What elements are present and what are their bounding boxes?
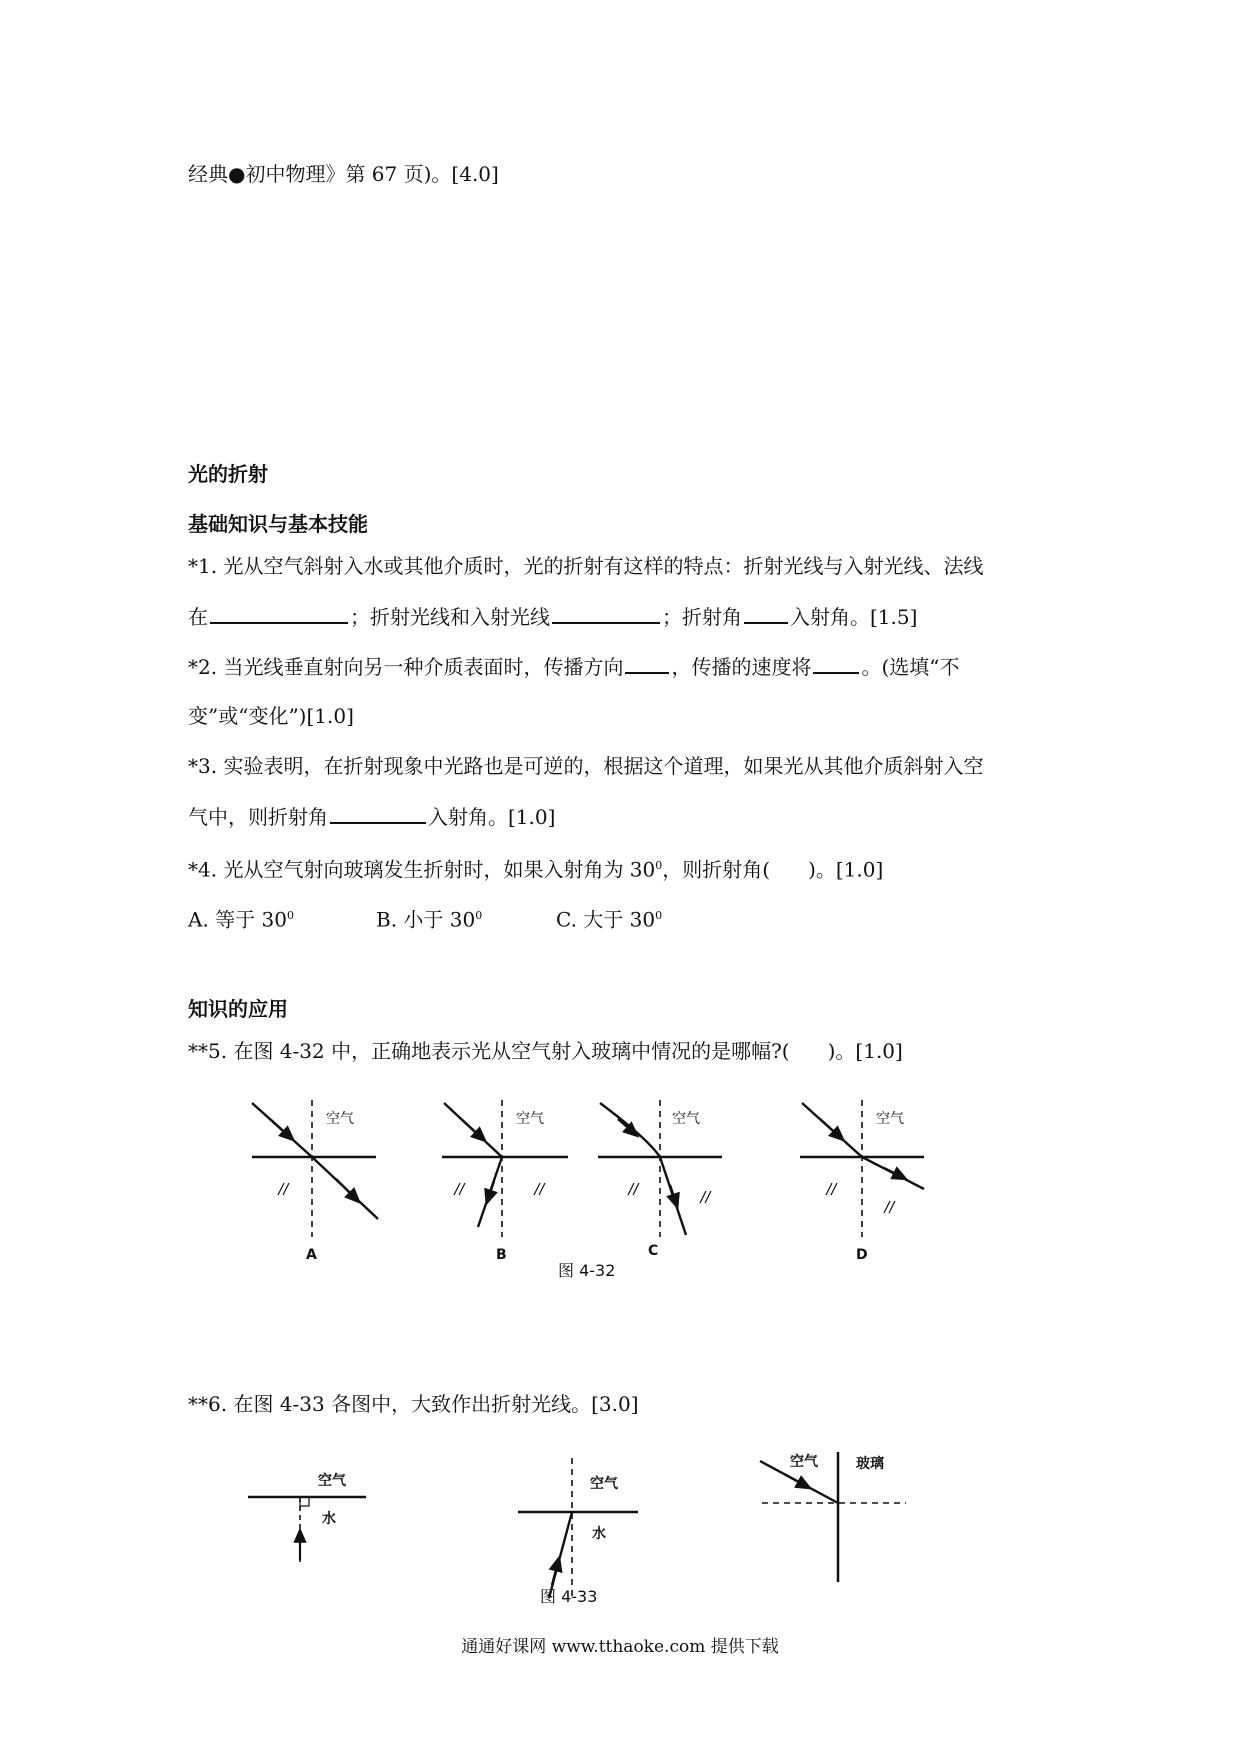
- continued-reference-line: 经典●初中物理》第 67 页)。[4.0]: [188, 162, 499, 186]
- question-1-line-1: *1. 光从空气斜射入水或其他介质时，光的折射有这样的特点：折射光线与入射光线、法线: [188, 554, 984, 578]
- q4-text-3: )。[1.0]: [808, 857, 884, 882]
- q1-blank-3[interactable]: [744, 602, 788, 624]
- question-3-line-1: *3. 实验表明，在折射现象中光路也是可逆的，根据这个道理，如果光从其他介质斜射入空: [188, 754, 984, 778]
- svg-text:D: D: [856, 1247, 868, 1263]
- q4-degree-mark: 0: [655, 859, 663, 872]
- q1-text-4: 入射角。[1.5]: [790, 605, 918, 629]
- q2-text-3: 。(选填“不: [861, 655, 960, 679]
- question-6-stem: **6. 在图 4-33 各图中，大致作出折射光线。[3.0]: [188, 1392, 639, 1416]
- q2-blank-1[interactable]: [625, 652, 669, 674]
- question-3-line-2: [188, 802, 555, 831]
- q4-option-c[interactable]: C. 大于 $30^0$: [556, 907, 663, 932]
- q4-text-1: *4. 光从空气射向玻璃发生折射时，如果入射角为 30: [188, 857, 656, 882]
- figure-4-32-caption: 图 4-32: [558, 1261, 616, 1280]
- figure-4-32: [0, 1095, 1240, 1325]
- question-2-line-1: [188, 652, 959, 681]
- q4-option-b[interactable]: B. 小于 $30^0$: [376, 907, 483, 932]
- question-1-line-2: [188, 602, 917, 631]
- question-5-stem: [188, 1037, 903, 1065]
- svg-text:空气: 空气: [790, 1454, 818, 1470]
- figure-4-33-caption: 图 4-33: [540, 1587, 598, 1606]
- figure-4-33-panel-1: [248, 1472, 366, 1562]
- question-4-options: [188, 902, 662, 934]
- q4-text-2: ，则折射角(: [662, 857, 771, 882]
- svg-text:空气: 空气: [326, 1111, 354, 1127]
- q1-text-3: ；折射角: [662, 605, 742, 629]
- figure-4-32-panel-a: [252, 1100, 378, 1263]
- q3-text-1: 气中，则折射角: [188, 805, 328, 829]
- q1-text-1: 在: [188, 605, 208, 629]
- q3-text-2: 入射角。[1.0]: [428, 805, 556, 829]
- q3-blank-1[interactable]: [330, 802, 426, 824]
- figure-4-32-panel-c: [598, 1100, 722, 1259]
- svg-text:玻璃: 玻璃: [856, 1456, 884, 1472]
- q2-text-2: ，传播的速度将: [671, 655, 812, 679]
- subsection-basic-title: 基础知识与基本技能: [188, 512, 368, 536]
- svg-text:A: A: [306, 1247, 317, 1263]
- question-2-line-2: 变”或“变化”)[1.0]: [188, 704, 354, 728]
- figure-4-32-panel-b: [442, 1100, 568, 1263]
- svg-text:水: 水: [592, 1526, 606, 1542]
- q4-option-a[interactable]: A. 等于 $30^0$: [188, 907, 294, 932]
- figure-4-33: [0, 1450, 1240, 1640]
- section-title: 光的折射: [188, 462, 268, 486]
- q5-text-1: **5. 在图 4-32 中，正确地表示光从空气射入玻璃中情况的是哪幅?(: [188, 1039, 790, 1063]
- question-4-stem: [188, 852, 883, 884]
- svg-text:B: B: [496, 1247, 507, 1263]
- q2-blank-2[interactable]: [813, 652, 859, 674]
- svg-text:空气: 空气: [590, 1476, 618, 1492]
- svg-text:C: C: [648, 1243, 659, 1259]
- footer-download-note: 通通好课网 www.tthaoke.com 提供下载: [461, 1637, 779, 1657]
- q2-text-1: *2. 当光线垂直射向另一种介质表面时，传播方向: [188, 655, 624, 679]
- figure-4-33-panel-3: [760, 1452, 906, 1582]
- q1-blank-2[interactable]: [552, 602, 660, 624]
- svg-text:空气: 空气: [876, 1111, 904, 1127]
- svg-text:空气: 空气: [672, 1111, 700, 1127]
- figure-4-33-panel-2: [518, 1458, 638, 1600]
- subsection-apply-title: 知识的应用: [188, 997, 288, 1021]
- svg-text:水: 水: [322, 1511, 336, 1527]
- q1-blank-1[interactable]: [210, 602, 348, 624]
- svg-text:空气: 空气: [516, 1111, 544, 1127]
- figure-4-32-panel-d: [800, 1100, 924, 1263]
- q5-text-2: )。[1.0]: [827, 1039, 903, 1063]
- svg-text:空气: 空气: [318, 1473, 346, 1489]
- q1-text-2: ；折射光线和入射光线: [350, 605, 550, 629]
